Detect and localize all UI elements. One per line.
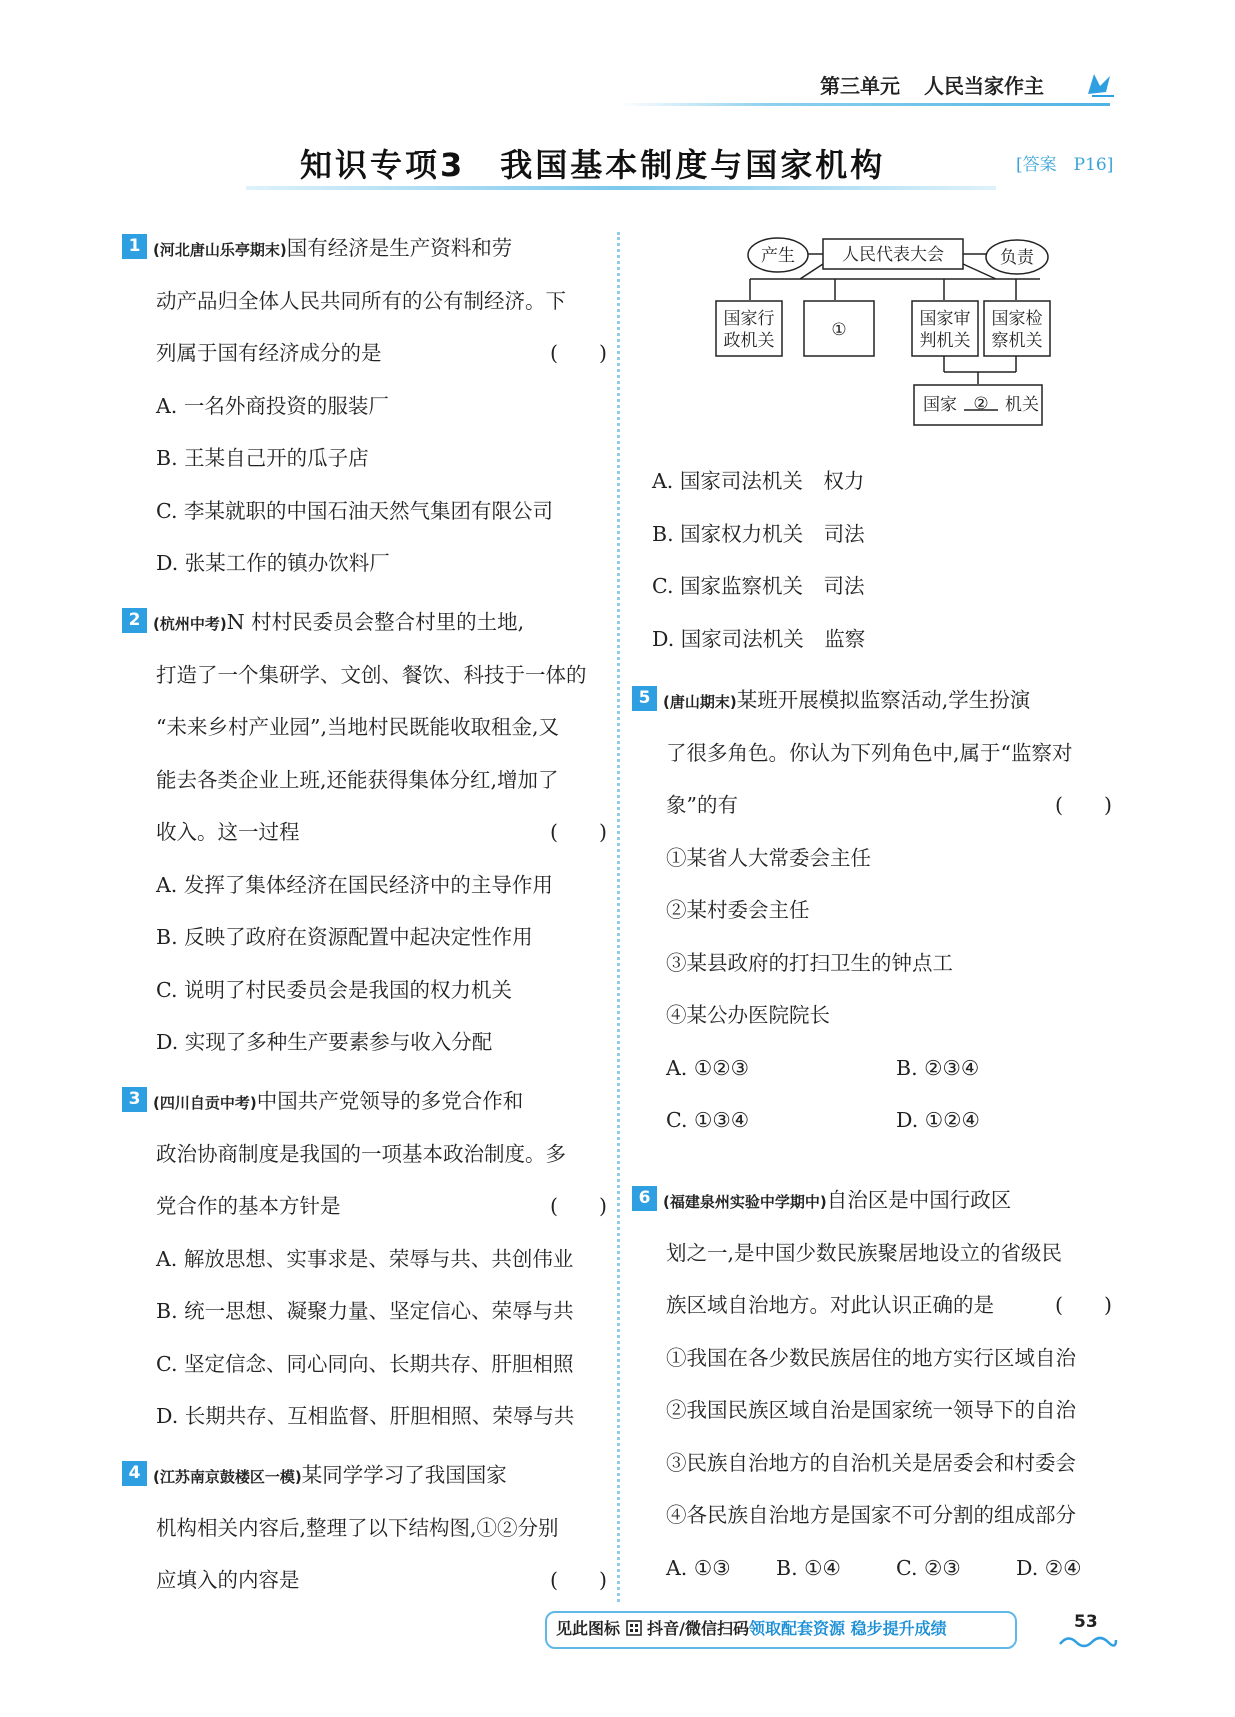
option-b: B. 反映了政府在资源配置中起决定性作用 [156, 925, 533, 949]
unit-header [820, 70, 1068, 99]
question-text: 中国共产党领导的多党合作和 [256, 1089, 524, 1113]
footer-text-a: 见此图标 [556, 1619, 621, 1638]
statement-3: ③民族自治地方的自治机关是居委会和村委会 [666, 1450, 1076, 1475]
option-a: A. 发挥了集体经济在国民经济中的主导作用 [156, 872, 553, 897]
option-d: D. 国家司法机关 监察 [652, 626, 866, 651]
answer-blank: ( ) [550, 341, 607, 365]
statement-1: ①我国在各少数民族居住的地方实行区域自治 [666, 1345, 1076, 1370]
answer-blank: ( ) [550, 1194, 607, 1218]
question-text: 某班开展模拟监察活动,学生扮演 [736, 688, 1031, 712]
state-organs-diagram [700, 232, 1080, 447]
question-4-options [632, 455, 1112, 665]
answer-blank: ( ) [1055, 1293, 1112, 1317]
option-b: B. 王某自己开的瓜子店 [156, 446, 369, 470]
header-rule [620, 103, 1110, 106]
footer-text-b: 抖音/微信扫码 [647, 1619, 750, 1638]
pen-icon [1084, 68, 1116, 100]
question-source: (福建泉州实验中学期中) [663, 1193, 827, 1211]
diagram-box-executive-2: 政机关 [723, 331, 775, 351]
diagram-bottom-left: 国家 [923, 395, 957, 415]
question-number: 5 [632, 686, 657, 711]
question-number: 4 [122, 1461, 147, 1486]
option-d: D. 张某工作的镇办饮料厂 [156, 551, 390, 575]
diagram-box-procuratorial-2: 察机关 [991, 331, 1043, 351]
question-text: 应填入的内容是 [156, 1568, 300, 1592]
diagram-box-procuratorial-1: 国家检 [991, 309, 1043, 329]
option-a: A. 国家司法机关 权力 [652, 469, 865, 493]
question-3 [122, 1075, 607, 1443]
option-b: B. ①④ [776, 1555, 841, 1580]
unit-number: 第三单元 [820, 74, 900, 98]
question-number: 6 [632, 1186, 657, 1211]
diagram-center-box: 人民代表大会 [842, 245, 944, 265]
question-text: 能去各类企业上班,还能获得集体分红,增加了 [156, 767, 559, 792]
statement-1: ①某省人大常委会主任 [666, 845, 871, 870]
question-text: 划之一,是中国少数民族聚居地设立的省级民 [666, 1240, 1063, 1265]
question-text: 党合作的基本方针是 [156, 1194, 341, 1218]
option-c: C. 李某就职的中国石油天然气集团有限公司 [156, 498, 553, 523]
option-a: A. ①③ [666, 1555, 731, 1580]
question-number: 2 [122, 608, 147, 633]
question-source: (河北唐山乐亭期末) [153, 241, 287, 259]
question-2 [122, 596, 607, 1069]
question-source: (唐山期末) [663, 693, 737, 711]
option-c: C. ①③④ [666, 1108, 750, 1132]
question-6 [632, 1174, 1112, 1594]
diagram-box-judicial-1: 国家审 [919, 309, 971, 329]
question-text: 自治区是中国行政区 [826, 1188, 1012, 1212]
option-c: C. 坚定信念、同心同向、长期共存、肝胆相照 [156, 1351, 574, 1376]
option-d: D. ②④ [1016, 1555, 1082, 1580]
option-b: B. 统一思想、凝聚力量、坚定信心、荣辱与共 [156, 1299, 574, 1323]
diagram-bottom-blank-2: ② [973, 394, 989, 414]
question-text: 国有经济是生产资料和劳 [286, 236, 513, 260]
page-title: 知识专项3 我国基本制度与国家机构 [300, 146, 886, 184]
question-text: 族区域自治地方。对此认识正确的是 [666, 1293, 994, 1317]
footer-text-c: 领取配套资源 稳步提升成绩 [749, 1619, 947, 1638]
question-1 [122, 222, 607, 590]
statement-4: ④某公办医院院长 [666, 1003, 830, 1027]
option-b: B. 国家权力机关 司法 [652, 521, 865, 546]
qr-scan-icon [626, 1620, 642, 1636]
answer-blank: ( ) [550, 1568, 607, 1592]
answer-blank: ( ) [550, 820, 607, 844]
statement-3: ③某县政府的打扫卫生的钟点工 [666, 950, 953, 975]
question-text: 了很多角色。你认为下列角色中,属于“监察对 [666, 740, 1073, 765]
title-rule [246, 186, 996, 190]
question-source: (四川自贡中考) [153, 1094, 257, 1112]
question-text: 某同学学习了我国国家 [301, 1463, 507, 1487]
question-5 [632, 674, 1112, 1147]
option-d: D. 实现了多种生产要素参与收入分配 [156, 1030, 493, 1054]
question-number: 1 [122, 234, 147, 259]
question-text: “未来乡村产业园”,当地村民既能收取租金,又 [156, 715, 559, 739]
option-c: C. 说明了村民委员会是我国的权力机关 [156, 977, 512, 1002]
column-divider [617, 232, 620, 1602]
option-c: C. ②③ [896, 1555, 961, 1580]
answer-blank: ( ) [1055, 793, 1112, 817]
diagram-box-judicial-2: 判机关 [919, 331, 971, 351]
question-text: 动产品归全体人民共同所有的公有制经济。下 [156, 288, 566, 313]
option-a: A. 解放思想、实事求是、荣辱与共、共创伟业 [156, 1246, 574, 1271]
wave-icon [1058, 1632, 1118, 1650]
answer-reference: [答案 P16] [1016, 155, 1114, 175]
footer-text [556, 1616, 947, 1639]
question-text: 机构相关内容后,整理了以下结构图,①②分别 [156, 1515, 559, 1540]
diagram-box-blank-1: ① [831, 320, 847, 340]
question-text: 打造了一个集研学、文创、餐饮、科技于一体的 [156, 662, 587, 687]
option-b: B. ②③④ [896, 1055, 980, 1080]
unit-title: 人民当家作主 [924, 74, 1044, 98]
question-text: 列属于国有经济成分的是 [156, 341, 382, 365]
question-source: (江苏南京鼓楼区一模) [153, 1468, 302, 1486]
diagram-oval-produce: 产生 [761, 246, 795, 266]
question-text: 收入。这一过程 [156, 820, 300, 844]
option-a: A. ①②③ [666, 1055, 749, 1080]
page-number: 53 [1074, 1612, 1098, 1632]
option-d: D. ①②④ [896, 1108, 980, 1132]
question-text: N 村村民委员会整合村里的土地, [226, 610, 525, 634]
diagram-bottom-right: 机关 [1005, 395, 1039, 415]
option-a: A. 一名外商投资的服装厂 [156, 393, 389, 418]
question-text: 政治协商制度是我国的一项基本政治制度。多 [156, 1141, 566, 1166]
diagram-box-executive-1: 国家行 [723, 309, 775, 329]
question-4 [122, 1449, 607, 1607]
option-d: D. 长期共存、互相监督、肝胆相照、荣辱与共 [156, 1404, 575, 1428]
diagram-oval-responsible: 负责 [1000, 248, 1034, 268]
question-text: 象”的有 [666, 793, 738, 817]
statement-4: ④各民族自治地方是国家不可分割的组成部分 [666, 1503, 1076, 1527]
question-source: (杭州中考) [153, 615, 227, 633]
statement-2: ②某村委会主任 [666, 898, 810, 922]
question-number: 3 [122, 1087, 147, 1112]
option-c: C. 国家监察机关 司法 [652, 574, 865, 598]
statement-2: ②我国民族区域自治是国家统一领导下的自治 [666, 1398, 1076, 1422]
